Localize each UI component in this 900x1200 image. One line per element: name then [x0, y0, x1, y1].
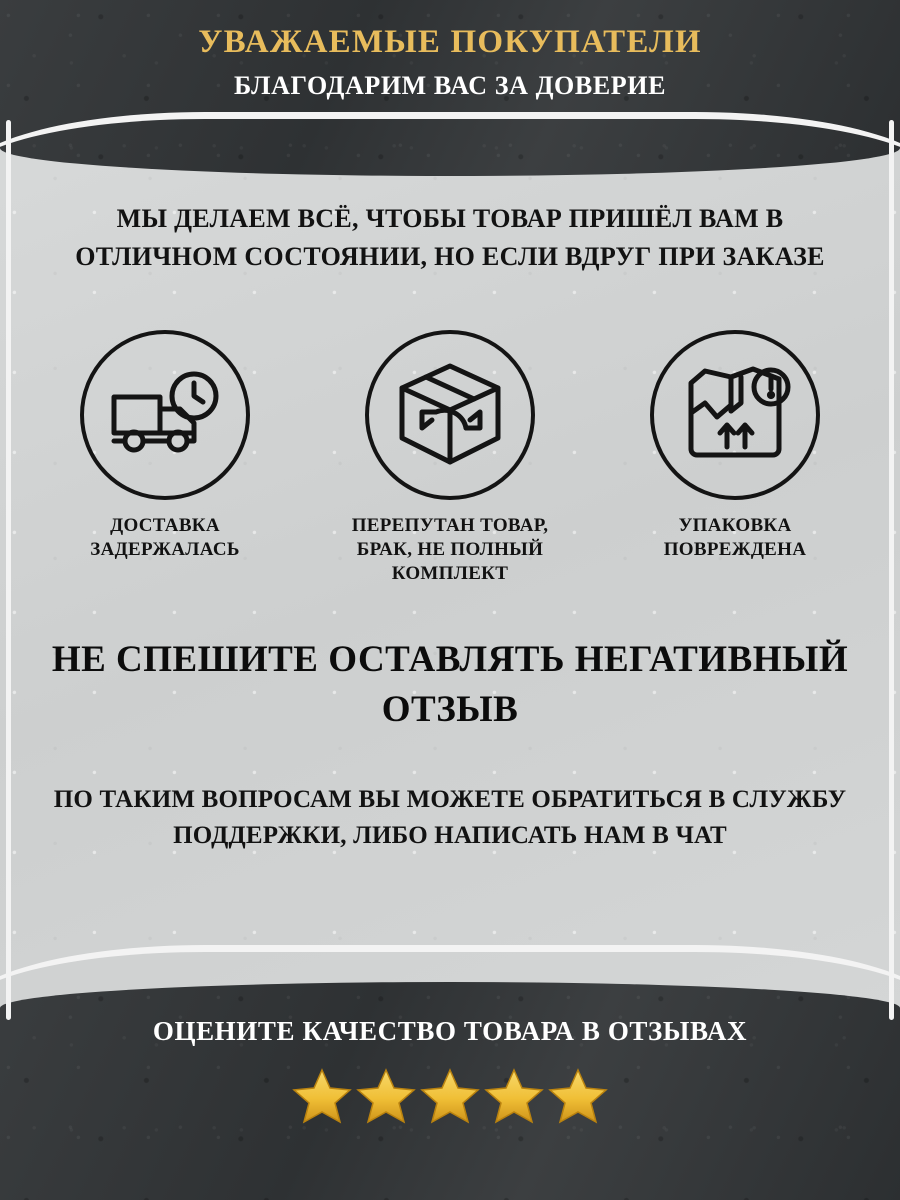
star-icon[interactable]: [484, 1067, 544, 1125]
star-icon[interactable]: [292, 1067, 352, 1125]
issue-item-wrong-or-defective: [325, 330, 575, 585]
star-icon[interactable]: [356, 1067, 416, 1125]
header: [0, 24, 900, 103]
delivery-truck-clock-icon: [80, 330, 250, 500]
callout-text: НЕ СПЕШИТЕ ОСТАВЛЯТЬ НЕГАТИВНЫЙ ОТЗЫВ: [51, 639, 849, 730]
damaged-package-icon: [650, 330, 820, 500]
right-edge-line: [889, 120, 894, 1020]
issue-caption: УПАКОВКА ПОВРЕЖДЕНА: [663, 515, 807, 560]
rating-stars[interactable]: [0, 1067, 900, 1125]
header-subtitle: БЛАГОДАРИМ ВАС ЗА ДОВЕРИЕ: [233, 71, 667, 101]
issues-row: [40, 330, 860, 585]
left-edge-line: [6, 120, 11, 1020]
box-return-arrow-icon: [365, 330, 535, 500]
intro-text: МЫ ДЕЛАЕМ ВСЁ, ЧТОБЫ ТОВАР ПРИШЁЛ ВАМ В ОТЛИЧНОМ СОСТОЯНИИ, НО ЕСЛИ ВДРУГ ПРИ ЗАКАЗЕ: [75, 204, 825, 271]
footer: [0, 982, 900, 1200]
star-icon[interactable]: [420, 1067, 480, 1125]
issue-caption: ПЕРЕПУТАН ТОВАР, БРАК, НЕ ПОЛНЫЙ КОМПЛЕКТ: [351, 515, 549, 584]
footer-title: ОЦЕНИТЕ КАЧЕСТВО ТОВАРА В ОТЗЫВАХ: [152, 1016, 748, 1046]
star-icon[interactable]: [548, 1067, 608, 1125]
issue-item-delivery-delayed: [40, 330, 290, 585]
issue-caption: ДОСТАВКА ЗАДЕРЖАЛАСЬ: [90, 515, 240, 560]
issue-item-damaged-package: [610, 330, 860, 585]
header-title: УВАЖАЕМЫЕ ПОКУПАТЕЛИ: [198, 24, 702, 60]
support-text: ПО ТАКИМ ВОПРОСАМ ВЫ МОЖЕТЕ ОБРАТИТЬСЯ В СЛУЖБУ ПОДДЕРЖКИ, ЛИБО НАПИСАТЬ НАМ В ЧАТ: [53, 786, 847, 850]
